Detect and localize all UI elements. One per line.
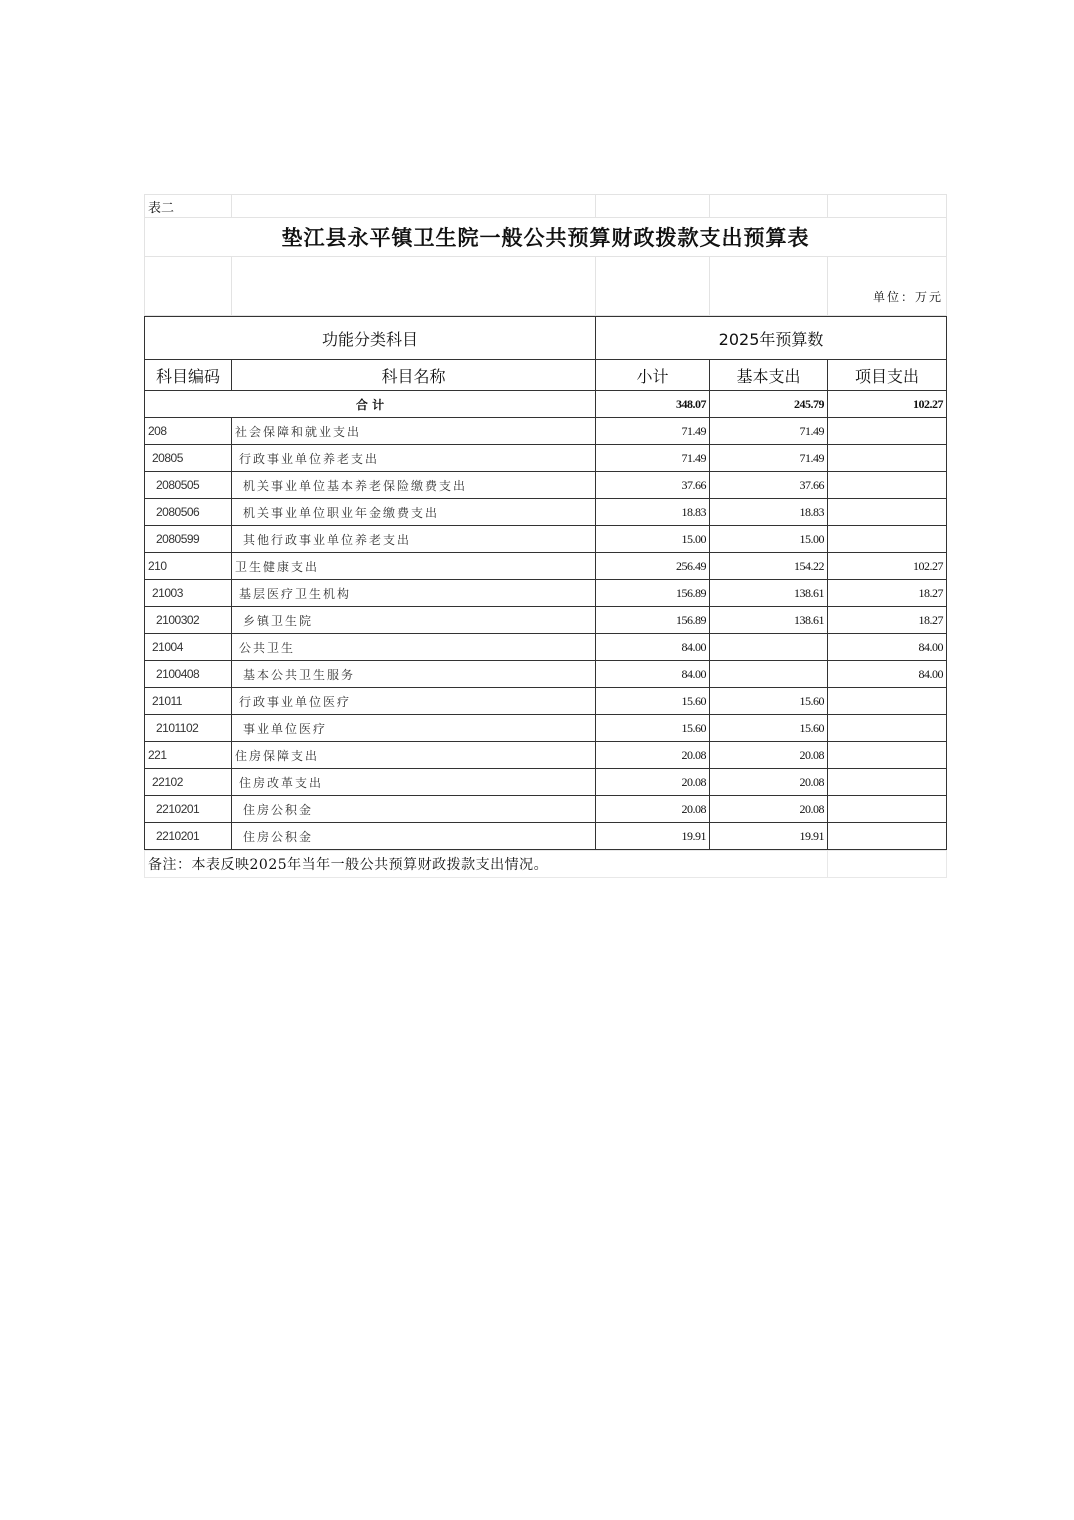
row-subtotal: 20.08 — [596, 769, 710, 796]
row-basic: 71.49 — [710, 418, 828, 445]
table-row — [145, 499, 947, 526]
row-subtotal: 156.89 — [596, 580, 710, 607]
table-row — [145, 661, 947, 688]
row-basic — [710, 634, 828, 661]
row-name: 行政事业单位养老支出 — [232, 445, 596, 472]
row-subtotal: 15.60 — [596, 715, 710, 742]
row-code: 2080599 — [145, 526, 232, 553]
header-subject-code: 科目编码 — [145, 360, 232, 391]
row-basic: 20.08 — [710, 769, 828, 796]
row-subtotal: 37.66 — [596, 472, 710, 499]
row-project — [828, 769, 947, 796]
row-project: 102.27 — [828, 553, 947, 580]
row-project — [828, 715, 947, 742]
table-row — [145, 553, 947, 580]
total-subtotal: 348.07 — [596, 391, 710, 418]
unit-label: 单位：万元 — [828, 257, 947, 316]
total-basic: 245.79 — [710, 391, 828, 418]
table-note: 备注：本表反映2025年当年一般公共预算财政拨款支出情况。 — [145, 851, 828, 878]
row-basic: 37.66 — [710, 472, 828, 499]
table-row — [145, 634, 947, 661]
row-code: 2080506 — [145, 499, 232, 526]
total-row — [145, 391, 947, 418]
row-subtotal: 84.00 — [596, 661, 710, 688]
table-row — [145, 715, 947, 742]
row-basic: 18.83 — [710, 499, 828, 526]
row-name: 住房公积金 — [232, 796, 596, 823]
header-budget-2025: 2025年预算数 — [596, 317, 947, 360]
row-name: 机关事业单位职业年金缴费支出 — [232, 499, 596, 526]
table-row — [145, 796, 947, 823]
row-code: 2210201 — [145, 796, 232, 823]
table-label: 表二 — [145, 195, 232, 218]
row-project: 18.27 — [828, 580, 947, 607]
row-code: 21004 — [145, 634, 232, 661]
row-basic — [710, 661, 828, 688]
row-project: 18.27 — [828, 607, 947, 634]
row-code: 208 — [145, 418, 232, 445]
row-code: 2210201 — [145, 823, 232, 850]
row-subtotal: 256.49 — [596, 553, 710, 580]
row-code: 22102 — [145, 769, 232, 796]
row-name: 住房保障支出 — [232, 742, 596, 769]
row-subtotal: 71.49 — [596, 445, 710, 472]
row-project: 84.00 — [828, 661, 947, 688]
row-project — [828, 445, 947, 472]
row-basic: 71.49 — [710, 445, 828, 472]
row-basic: 15.60 — [710, 715, 828, 742]
row-basic: 154.22 — [710, 553, 828, 580]
row-subtotal: 20.08 — [596, 742, 710, 769]
table-row — [145, 688, 947, 715]
header-functional-category: 功能分类科目 — [145, 317, 596, 360]
row-name: 基本公共卫生服务 — [232, 661, 596, 688]
row-project: 84.00 — [828, 634, 947, 661]
row-code: 221 — [145, 742, 232, 769]
row-name: 其他行政事业单位养老支出 — [232, 526, 596, 553]
header-project-expenditure: 项目支出 — [828, 360, 947, 391]
note-table — [144, 850, 947, 878]
row-code: 21011 — [145, 688, 232, 715]
row-name: 住房改革支出 — [232, 769, 596, 796]
table-row — [145, 418, 947, 445]
row-basic: 138.61 — [710, 580, 828, 607]
page-title: 垫江县永平镇卫生院一般公共预算财政拨款支出预算表 — [145, 218, 947, 257]
table-row — [145, 607, 947, 634]
row-name: 社会保障和就业支出 — [232, 418, 596, 445]
row-name: 乡镇卫生院 — [232, 607, 596, 634]
table-row — [145, 445, 947, 472]
row-project — [828, 499, 947, 526]
header-subtotal: 小计 — [596, 360, 710, 391]
row-name: 卫生健康支出 — [232, 553, 596, 580]
row-code: 2100408 — [145, 661, 232, 688]
row-subtotal: 15.00 — [596, 526, 710, 553]
row-basic: 19.91 — [710, 823, 828, 850]
table-row — [145, 580, 947, 607]
row-subtotal: 156.89 — [596, 607, 710, 634]
row-project — [828, 418, 947, 445]
table-row — [145, 742, 947, 769]
table-row — [145, 526, 947, 553]
row-code: 2080505 — [145, 472, 232, 499]
row-project — [828, 742, 947, 769]
row-project — [828, 688, 947, 715]
row-basic: 15.00 — [710, 526, 828, 553]
budget-sheet — [144, 194, 946, 878]
row-project — [828, 823, 947, 850]
row-name: 基层医疗卫生机构 — [232, 580, 596, 607]
row-subtotal: 84.00 — [596, 634, 710, 661]
row-basic: 138.61 — [710, 607, 828, 634]
row-name: 事业单位医疗 — [232, 715, 596, 742]
header-basic-expenditure: 基本支出 — [710, 360, 828, 391]
row-basic: 15.60 — [710, 688, 828, 715]
total-project: 102.27 — [828, 391, 947, 418]
row-basic: 20.08 — [710, 742, 828, 769]
sheet-header-table — [144, 194, 947, 316]
budget-table — [144, 316, 947, 850]
row-name: 住房公积金 — [232, 823, 596, 850]
row-project — [828, 796, 947, 823]
row-subtotal: 71.49 — [596, 418, 710, 445]
row-subtotal: 15.60 — [596, 688, 710, 715]
row-name: 机关事业单位基本养老保险缴费支出 — [232, 472, 596, 499]
row-code: 210 — [145, 553, 232, 580]
row-code: 2101102 — [145, 715, 232, 742]
row-project — [828, 472, 947, 499]
header-subject-name: 科目名称 — [232, 360, 596, 391]
row-project — [828, 526, 947, 553]
row-code: 2100302 — [145, 607, 232, 634]
row-subtotal: 18.83 — [596, 499, 710, 526]
row-name: 行政事业单位医疗 — [232, 688, 596, 715]
table-row — [145, 823, 947, 850]
row-basic: 20.08 — [710, 796, 828, 823]
total-label: 合 计 — [145, 391, 596, 418]
row-name: 公共卫生 — [232, 634, 596, 661]
row-code: 20805 — [145, 445, 232, 472]
row-subtotal: 19.91 — [596, 823, 710, 850]
row-subtotal: 20.08 — [596, 796, 710, 823]
table-row — [145, 472, 947, 499]
table-row — [145, 769, 947, 796]
row-code: 21003 — [145, 580, 232, 607]
